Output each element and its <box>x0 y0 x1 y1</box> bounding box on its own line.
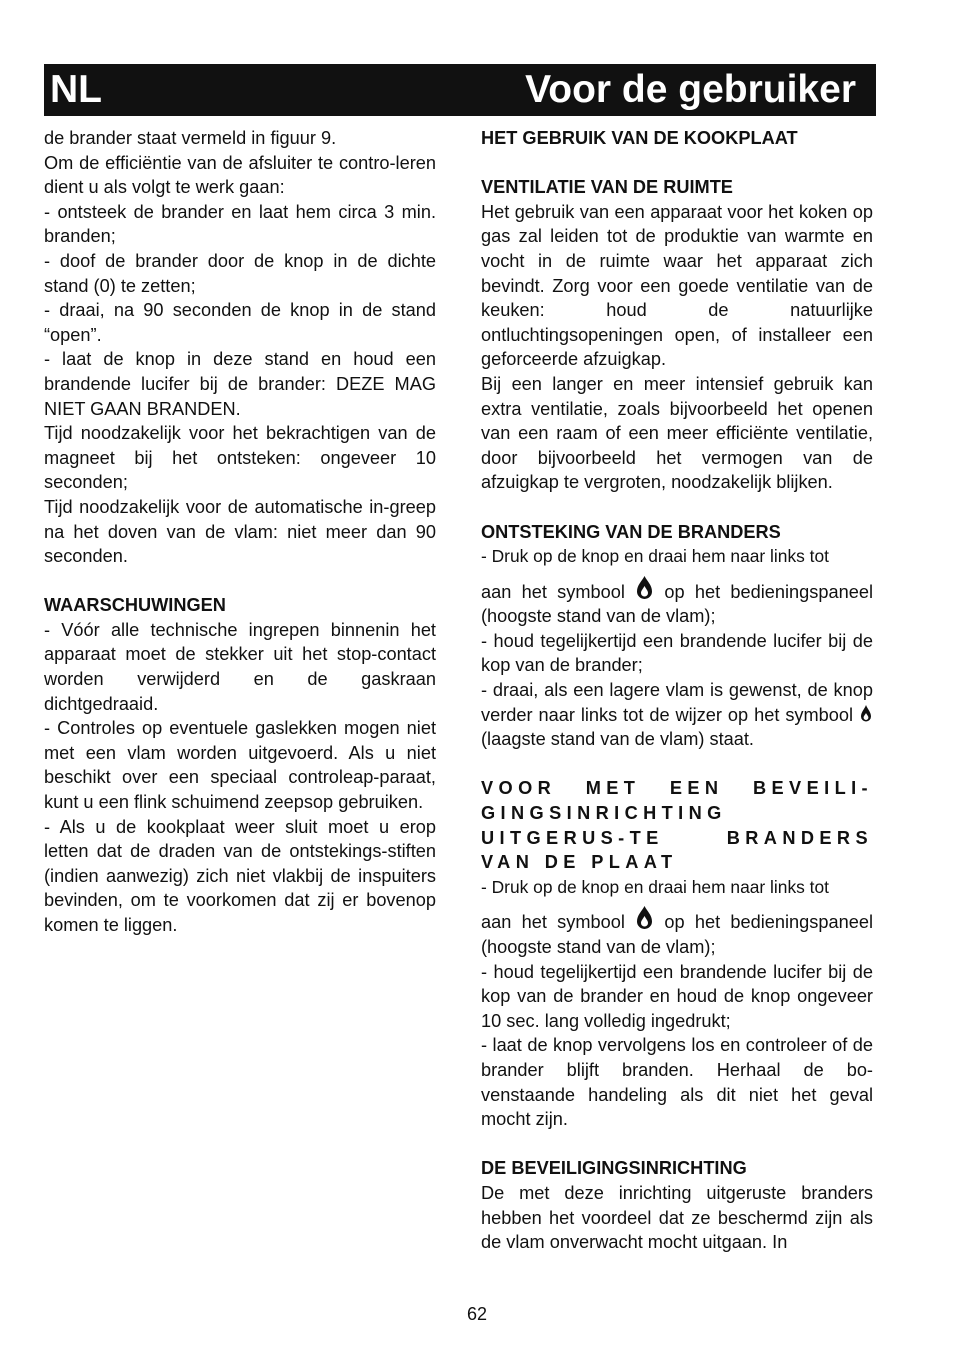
paragraph: - Druk op de knop en draai hem naar links tot <box>481 876 829 897</box>
language-code: NL <box>50 68 102 111</box>
paragraph: De met deze inrichting uitgeruste branders hebben het voordeel dat ze beschermd zijn als de vlam onverwacht mocht uitgaan. In <box>481 1182 873 1253</box>
section-heading-use: HET GEBRUIK VAN DE KOOKPLAAT <box>481 128 798 148</box>
large-flame-icon <box>636 905 653 930</box>
paragraph: Om de efficiëntie van de afsluiter te contro-leren dient u als volgt te werk gaan: <box>44 152 436 198</box>
small-flame-icon <box>860 704 872 723</box>
paragraph: - Als u de kookplaat weer sluit moet u erop letten dat de draden van de ontstekings-stiften (indien aanwezig) zich niet vlakbij de inspuiters bevinden, om te voorkomen dat zij er bovenop komen te liggen. <box>44 816 436 935</box>
text-span: (laagste stand van de vlam) staat. <box>481 729 754 750</box>
page-header <box>44 64 876 116</box>
large-flame-icon <box>636 575 653 600</box>
paragraph: - Druk op de knop en draai hem naar links tot <box>481 546 829 567</box>
section-heading-ventilation: VENTILATIE VAN DE RUIMTE <box>481 177 733 198</box>
paragraph: - ontsteek de brander en laat hem circa 3 min. branden; <box>44 201 436 247</box>
paragraph: Tijd noodzakelijk voor de automatische in-greep na het doven van de vlam: niet meer dan 90 seconden. <box>44 496 436 567</box>
left-column <box>44 126 436 938</box>
paragraph: - Controles op eventuele gaslekken mogen niet met een vlam worden uitgevoerd. Als u niet beschikt over een speciaal controleap-paraat, kunt u een flink schuimend zeepsop gebruiken. <box>44 718 436 813</box>
paragraph: - laat de knop vervolgens los en controleer of de brander blijft branden. Herhaal de bo-venstaande handeling als dit niet het geval mocht zijn. <box>481 1035 873 1130</box>
paragraph: Tijd noodzakelijk voor het bekrachtigen van de magneet bij het ontsteken: ongeveer 10 seconden; <box>44 423 436 493</box>
paragraph: Bij een langer en meer intensief gebruik kan extra ventilatie, zoals bijvoorbeeld het openen van een raam of een meer efficiënte ventilatie, door bijvoorbeeld het vermogen van de afzuigkap te vergroten, noodzakelijk blijken. <box>481 373 873 493</box>
section-heading-ignition: ONTSTEKING VAN DE BRANDERS <box>481 521 781 542</box>
text-span: op het bedieningspaneel (hoogste stand van de vlam); <box>481 912 874 957</box>
paragraph: de brander staat vermeld in figuur 9. <box>44 128 337 148</box>
paragraph: - houd tegelijkertijd een brandende lucifer bij de kop van de brander en houd de knop ongeveer 10 sec. lang volledig ingedrukt; <box>481 961 873 1031</box>
paragraph: - doof de brander door de knop in de dichte stand (0) te zetten; <box>44 250 436 296</box>
section-heading-safety-device: DE BEVEILIGINGSINRICHTING <box>481 1158 747 1179</box>
section-heading-warnings: WAARSCHUWINGEN <box>44 595 226 616</box>
page-title: Voor de gebruiker <box>525 68 856 111</box>
section-heading-safety-burners: VOOR MET EEN BEVEILI-GINGSINRICHTING UITGERUS-TE BRANDERS VAN DE PLAAT <box>481 778 873 873</box>
paragraph: - houd tegelijkertijd een brandende lucifer bij de kop van de brander; <box>481 630 873 676</box>
paragraph: - Vóór alle technische ingrepen binnenin het apparaat moet de stekker uit het stop-contact worden verwijderd en de gaskraan dichtgedraaid. <box>44 619 436 714</box>
text-span: aan het symbool <box>481 912 625 933</box>
paragraph <box>481 575 873 629</box>
paragraph: - laat de knop in deze stand en houd een brandende lucifer bij de brander: DEZE MAG NIET GAAN BRANDEN. <box>44 349 436 419</box>
paragraph: Het gebruik van een apparaat voor het koken op gas zal leiden tot de produktie van warmte en vocht in de ruimte waar het apparaat zich bevindt. Zorg voor een goede ventilatie van de keuken: houd de natuurlijke ontluchtingsopeningen open, of installeer een geforceerde afzuigkap. <box>481 201 873 370</box>
right-column <box>481 126 873 1255</box>
paragraph <box>481 678 873 752</box>
text-span: aan het symbool <box>481 581 625 602</box>
text-span: op het bedieningspaneel (hoogste stand van de vlam); <box>481 581 874 627</box>
paragraph: - draai, na 90 seconden de knop in de stand “open”. <box>44 300 436 345</box>
page-number: 62 <box>466 1304 488 1324</box>
paragraph <box>481 905 873 959</box>
text-span: - draai, als een lagere vlam is gewenst, de knop verder naar links tot de wijzer op het symbool <box>481 680 873 725</box>
